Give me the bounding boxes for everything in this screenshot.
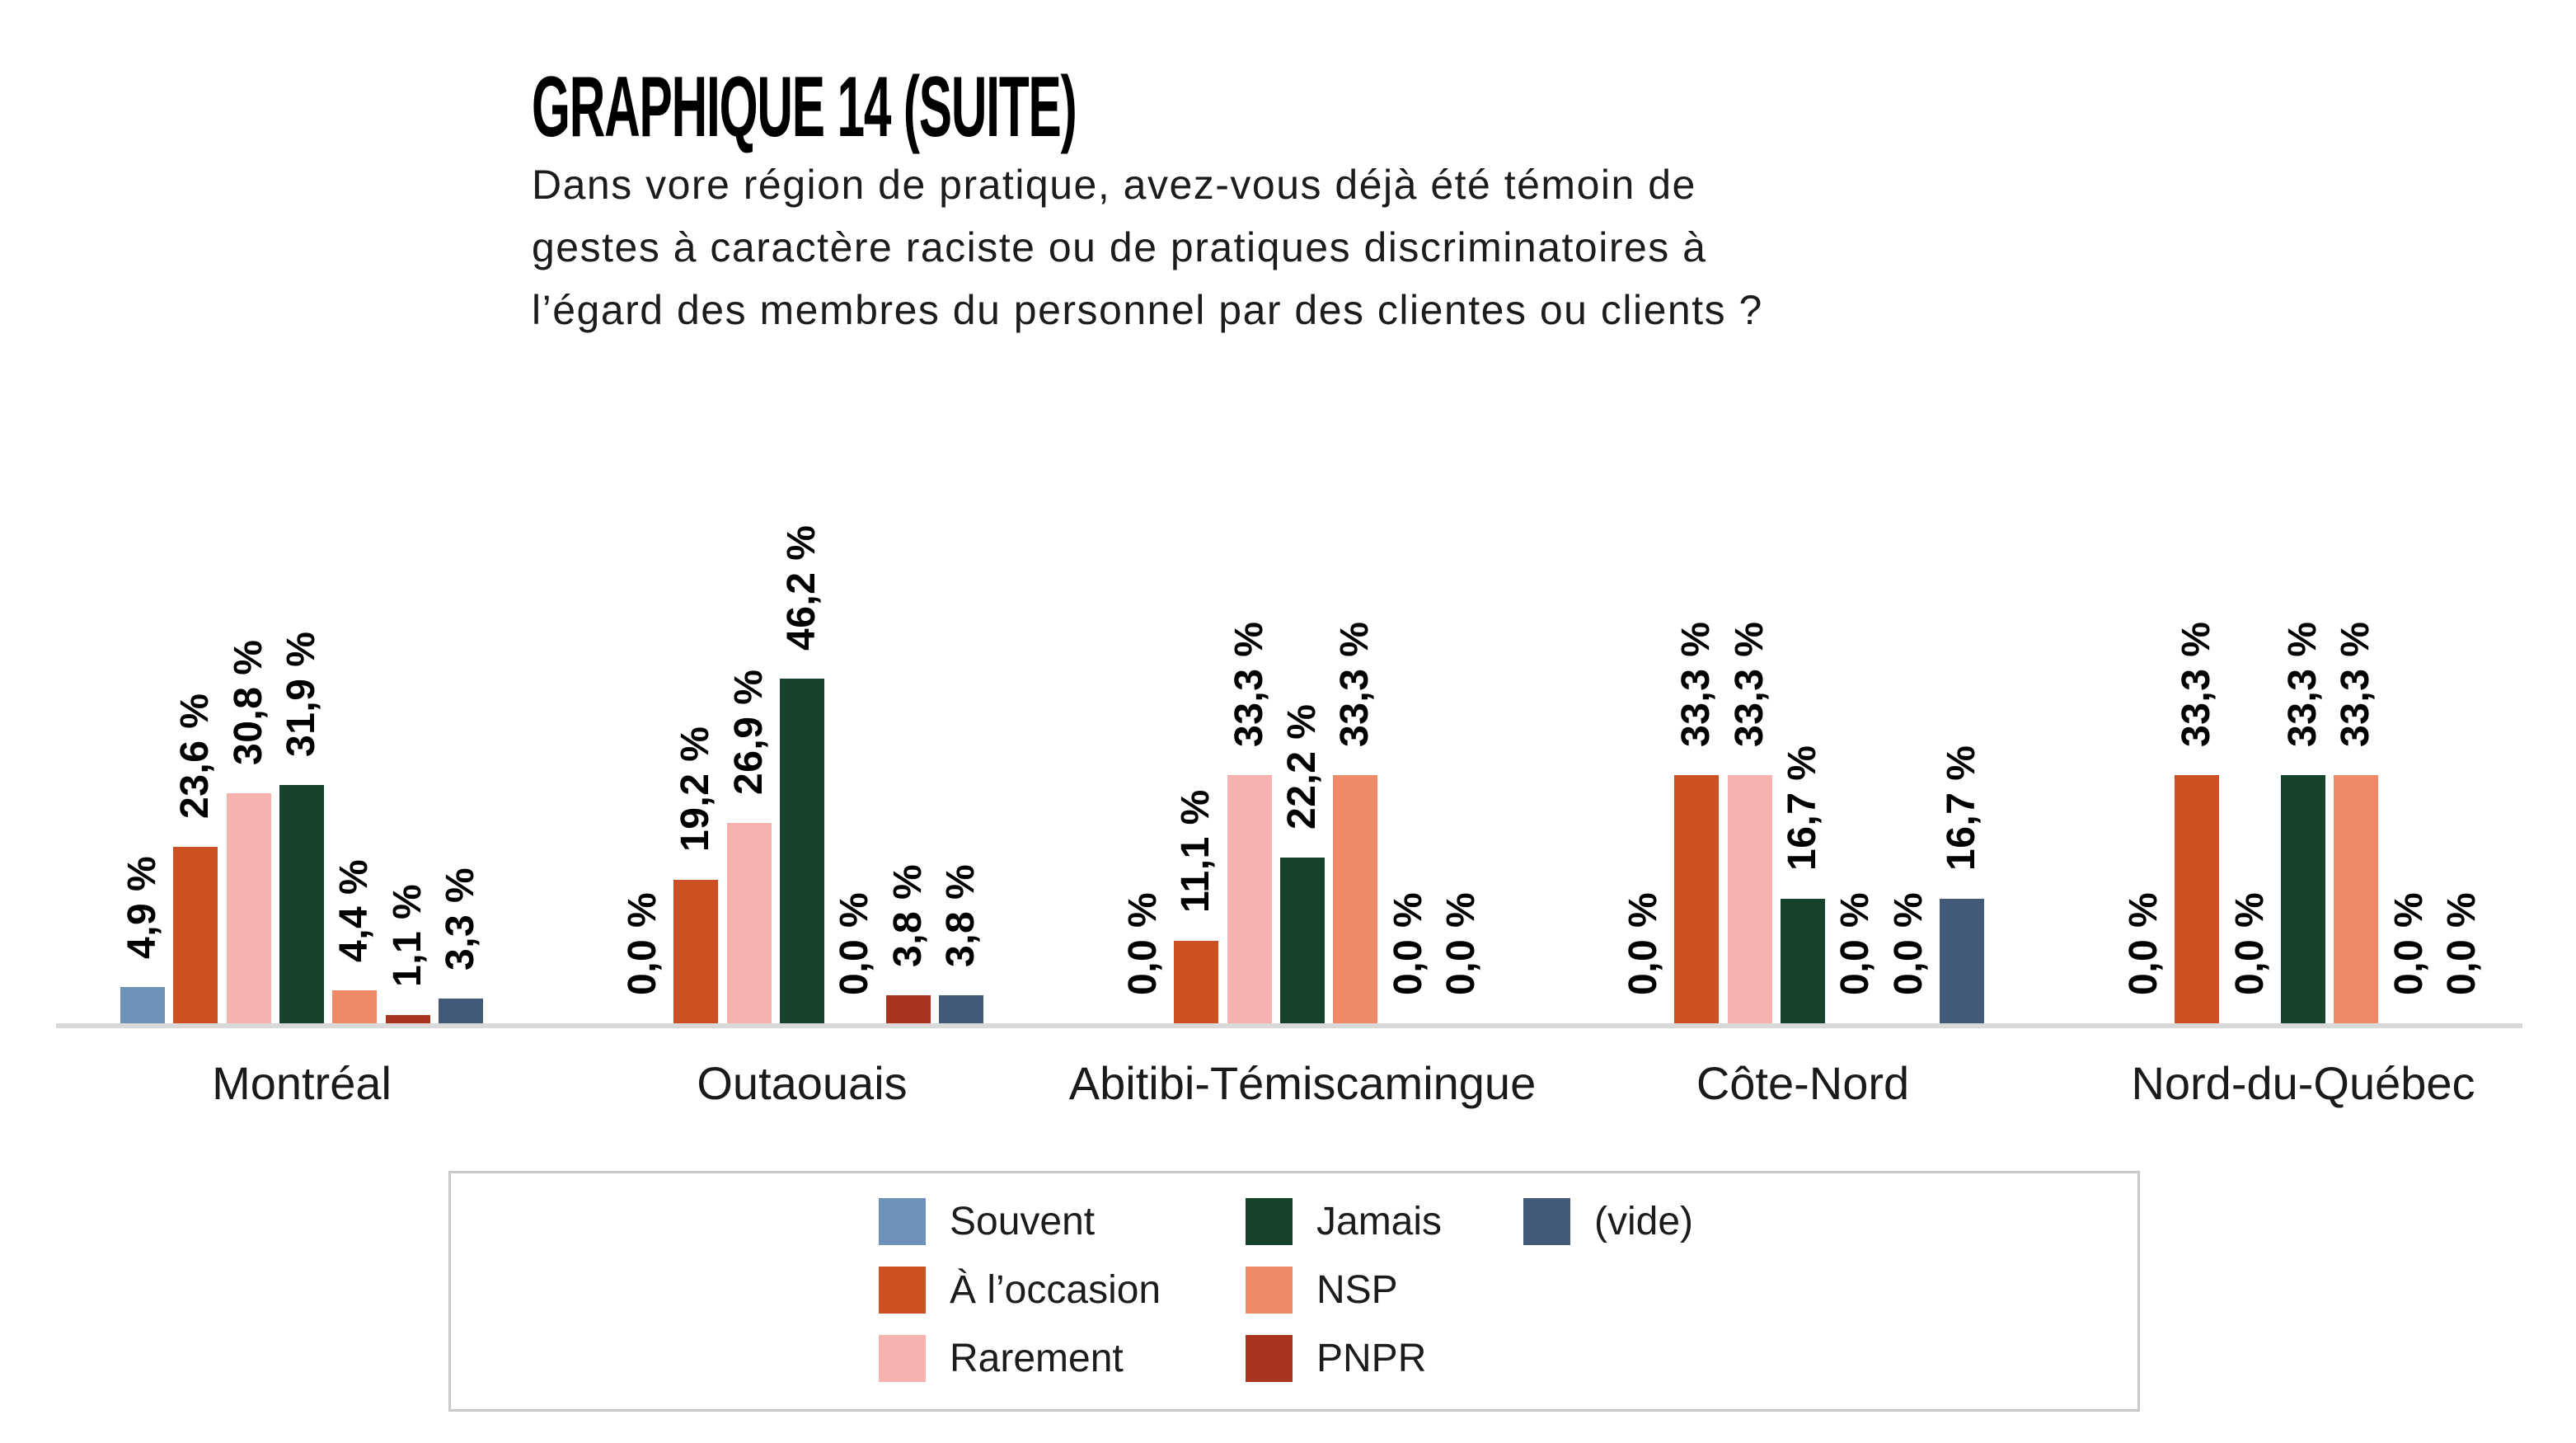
bar-value-label: 23,6 %: [173, 693, 218, 819]
bar-value-label: 0,0 %: [1121, 891, 1166, 995]
bar-value-label: 0,0 %: [1621, 891, 1666, 995]
bar-value-label: 4,9 %: [120, 855, 165, 959]
bar: [939, 995, 983, 1023]
legend-label: Souvent: [950, 1200, 1096, 1243]
bar-value-label: 33,3 %: [2281, 621, 2325, 747]
bar: [279, 785, 324, 1023]
legend-swatch: [1246, 1335, 1293, 1382]
bar-value-label: 19,2 %: [673, 726, 718, 852]
bar-value-label: 3,8 %: [885, 863, 930, 967]
legend-swatch: [1523, 1198, 1570, 1245]
bar: [1781, 899, 1825, 1023]
legend-swatch: [1246, 1267, 1293, 1314]
x-axis-category-label: Nord-du-Québec: [2131, 1057, 2475, 1109]
x-axis-category-label: Abitibi-Témiscamingue: [1068, 1057, 1537, 1109]
bar-value-label: 16,7 %: [1781, 745, 1824, 871]
chart-title: GRAPHIQUE 14 (SUITE): [532, 59, 1077, 155]
bar: [332, 990, 377, 1023]
bar: [1174, 941, 1218, 1023]
bar: [386, 1015, 430, 1023]
legend-label: NSP: [1316, 1268, 1398, 1312]
bar-value-label: 0,0 %: [833, 891, 877, 995]
x-axis-category-label: Montréal: [212, 1057, 392, 1109]
legend-label: À l’occasion: [950, 1268, 1161, 1312]
bar-value-label: 16,7 %: [1939, 745, 1983, 871]
bar: [1227, 775, 1272, 1023]
bar-value-label: 0,0 %: [1886, 891, 1931, 995]
chart-subtitle-line-1: Dans vore région de pratique, avez-vous déjà été témoin de: [532, 162, 1696, 208]
legend: [448, 1171, 2140, 1412]
legend-label: Rarement: [950, 1337, 1124, 1380]
bar: [173, 847, 218, 1023]
bar: [2281, 775, 2325, 1023]
bar-value-label: 4,4 %: [332, 858, 377, 962]
bar-value-label: 33,3 %: [2175, 621, 2219, 747]
bar-value-label: 31,9 %: [279, 631, 323, 757]
legend-swatch: [879, 1267, 926, 1314]
bar-value-label: 1,1 %: [385, 883, 429, 987]
bar-value-label: 33,3 %: [1333, 621, 1377, 747]
bar-value-label: 0,0 %: [2227, 891, 2272, 995]
legend-label: Jamais: [1316, 1200, 1443, 1243]
x-axis-category-label: Outaouais: [697, 1057, 908, 1109]
bar-value-label: 3,3 %: [438, 867, 482, 971]
bar-value-label: 33,3 %: [1727, 621, 1771, 747]
bar-value-label: 22,2 %: [1280, 703, 1324, 830]
chart-subtitle-line-3: l’égard des membres du personnel par des clientes ou clients ?: [532, 287, 1763, 333]
bar-value-label: 0,0 %: [621, 891, 665, 995]
bar: [1674, 775, 1719, 1023]
x-axis-category-label: Côte-Nord: [1696, 1057, 1910, 1109]
bar: [2175, 775, 2219, 1023]
bar: [2334, 775, 2378, 1023]
bar: [1940, 899, 1984, 1023]
bar: [1280, 858, 1325, 1023]
bar-value-label: 33,3 %: [2334, 621, 2378, 747]
bar: [120, 987, 165, 1023]
bar: [1728, 775, 1772, 1023]
legend-label: PNPR: [1316, 1337, 1427, 1380]
bar-value-label: 30,8 %: [226, 639, 270, 765]
bar-value-label: 0,0 %: [2439, 891, 2484, 995]
bar-value-label: 0,0 %: [2122, 891, 2166, 995]
bar-value-label: 11,1 %: [1174, 789, 1218, 913]
bar: [439, 999, 483, 1023]
bar: [886, 995, 931, 1023]
x-axis-line: [56, 1023, 2522, 1028]
bar-value-label: 33,3 %: [1674, 621, 1719, 747]
bar: [673, 880, 718, 1023]
bar-value-label: 26,9 %: [726, 669, 771, 795]
bar-value-label: 0,0 %: [1438, 891, 1483, 995]
bar-value-label: 33,3 %: [1227, 621, 1271, 747]
legend-swatch: [879, 1335, 926, 1382]
bar-value-label: 46,2 %: [780, 524, 823, 651]
legend-label: (vide): [1594, 1200, 1694, 1243]
bar-value-label: 0,0 %: [1833, 891, 1878, 995]
legend-swatch: [1246, 1198, 1293, 1245]
bar-value-label: 3,8 %: [938, 863, 983, 967]
bar-value-label: 0,0 %: [1386, 891, 1430, 995]
bar: [727, 823, 772, 1023]
chart-subtitle-line-2: gestes à caractère raciste ou de pratiques discriminatoires à: [532, 224, 1707, 270]
bar: [1333, 775, 1377, 1023]
legend-swatch: [879, 1198, 926, 1245]
bar: [780, 679, 824, 1023]
bar: [227, 793, 271, 1023]
bar-value-label: 0,0 %: [2386, 891, 2431, 995]
